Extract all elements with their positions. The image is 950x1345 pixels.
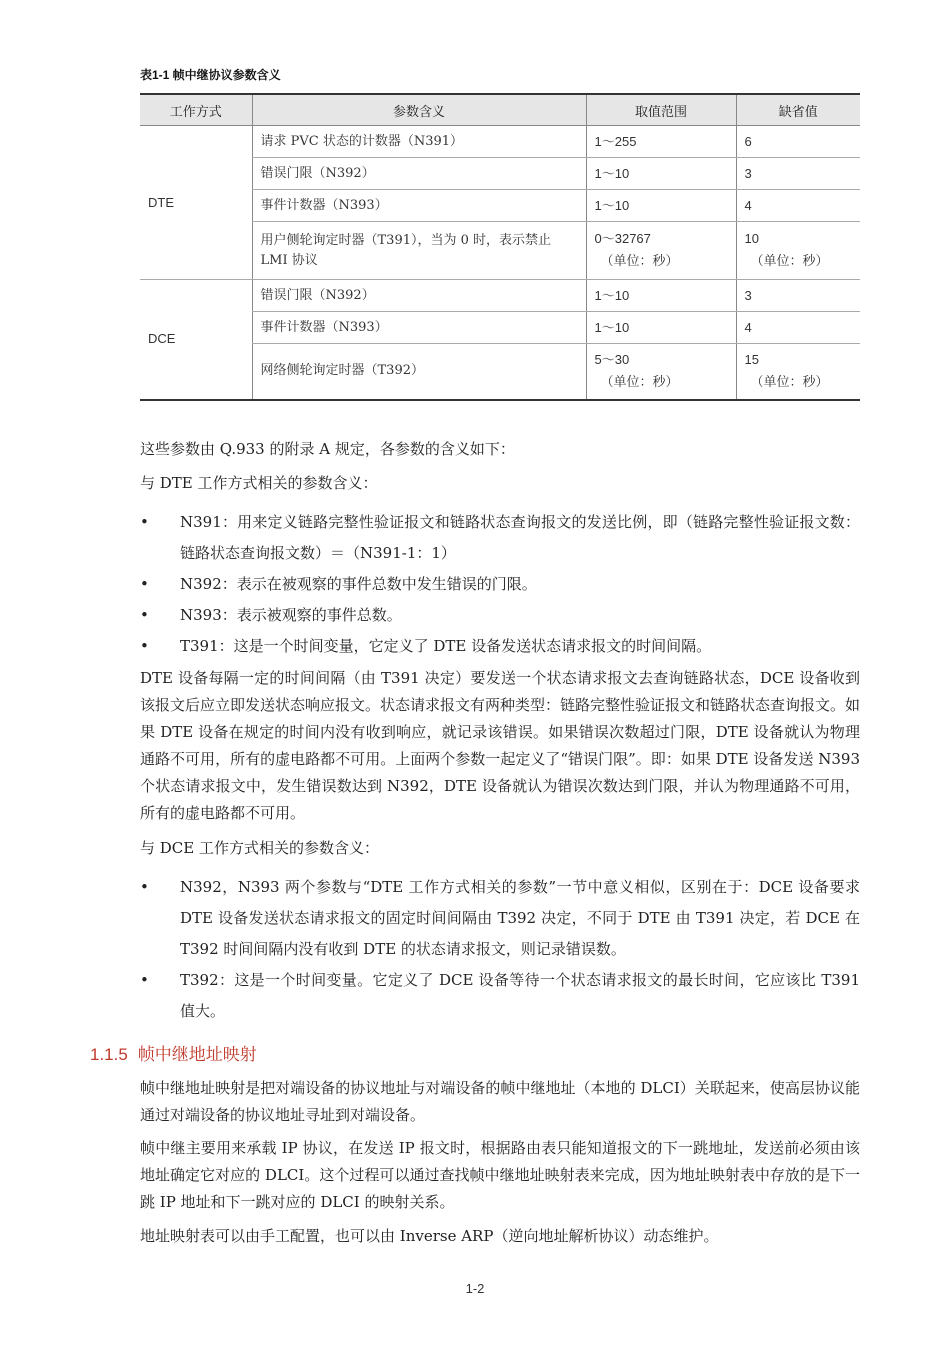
meaning-cell: 事件计数器（N393）	[252, 312, 586, 344]
bullet-icon: •	[140, 606, 149, 624]
meaning-cell: 事件计数器（N393）	[252, 190, 586, 222]
list-item	[140, 600, 860, 631]
table-header-row	[140, 94, 860, 126]
table-row	[140, 126, 860, 158]
default-cell: 4	[736, 312, 860, 344]
bullet-icon: •	[140, 637, 149, 655]
bullet-icon: •	[140, 513, 149, 531]
meaning-cell: 错误门限（N392）	[252, 158, 586, 190]
header-default: 缺省值	[736, 94, 860, 126]
bullet-icon: •	[140, 971, 149, 989]
range-cell: 1～255	[586, 126, 736, 158]
dce-bullet-list	[140, 872, 860, 1027]
page-number: 1-2	[465, 1281, 485, 1296]
bullet-icon: •	[140, 878, 149, 896]
list-item	[140, 507, 860, 569]
section-title: 帧中继地址映射	[137, 1045, 257, 1064]
range-unit: （单位：秒）	[600, 254, 679, 269]
bullet-text: N392：表示在被观察的事件总数中发生错误的门限。	[180, 575, 537, 593]
default-cell: 3	[736, 280, 860, 312]
default-cell: 6	[736, 126, 860, 158]
default-unit: （单位：秒）	[750, 254, 829, 269]
range-cell: 1～10	[586, 190, 736, 222]
range-value: 0～32767	[594, 231, 651, 246]
header-mode: 工作方式	[140, 94, 252, 126]
body-paragraph: 帧中继主要用来承载 IP 协议，在发送 IP 报文时，根据路由表只能知道报文的下一跳地址，发送前必须由该地址确定它对应的 DLCI。这个过程可以通过查找帧中继地址映射表来完成，因为地址映射表中存放的是下一跳 IP 地址和下一跳对应的 DLCI 的映射关系。	[140, 1139, 860, 1211]
default-unit: （单位：秒）	[750, 374, 829, 390]
section-heading	[90, 1040, 257, 1065]
meaning-cell: 请求 PVC 状态的计数器（N391）	[252, 126, 586, 158]
range-cell: 1～10	[586, 280, 736, 312]
default-cell: 4	[736, 190, 860, 222]
bullet-text: N391：用来定义链路完整性验证报文和链路状态查询报文的发送比例，即（链路完整性验证报文数：链路状态查询报文数）＝（N391-1：1）	[180, 513, 860, 562]
default-cell: 3	[736, 158, 860, 190]
bullet-text: T392：这是一个时间变量。它定义了 DCE 设备等待一个状态请求报文的最长时间，它应该比 T391 值大。	[180, 971, 860, 1020]
bullet-text: N392，N393 两个参数与“DTE 工作方式相关的参数”一节中意义相似，区别在于：DCE 设备要求 DTE 设备发送状态请求报文的固定时间间隔由 T392 决定，不同于 DTE 由 T391 决定，若 DCE 在 T392 时间间隔内没有收到 DTE 的状态请求报文，则记录错误数。	[180, 878, 860, 958]
intro-text: 这些参数由 Q.933 的附录 A 规定，各参数的含义如下：	[140, 440, 515, 458]
body-paragraph: 帧中继地址映射是把对端设备的协议地址与对端设备的帧中继地址（本地的 DLCI）关联起来，使高层协议能通过对端设备的协议地址寻址到对端设备。	[140, 1079, 860, 1124]
dte-bullet-list	[140, 507, 860, 662]
default-cell	[736, 222, 860, 280]
default-value: 15	[744, 351, 759, 367]
range-cell	[586, 344, 736, 400]
table-row	[140, 280, 860, 312]
header-range: 取值范围	[586, 94, 736, 126]
list-item	[140, 631, 860, 662]
list-item	[140, 872, 860, 965]
dte-paragraph: DTE 设备每隔一定的时间间隔（由 T391 决定）要发送一个状态请求报文去查询链路状态，DCE 设备收到该报文后应立即发送状态响应报文。状态请求报文有两种类型：链路完整性验证报文和链路状态查询报文。如果 DTE 设备在规定的时间内没有收到响应，就记录该错误。如果错误次数超过门限，DTE 设备就认为物理通路不可用，所有的虚电路都不可用。上面两个参数一起定义了“错误门限”。即：如果 DTE 设备发送 N393 个状态请求报文中，发生错误数达到 N392，DTE 设备就认为错误次数达到门限，并认为物理通路不可用，所有的虚电路都不可用。	[140, 669, 861, 822]
meaning-cell: 用户侧轮询定时器（T391），当为 0 时，表示禁止 LMI 协议	[252, 222, 586, 280]
dce-heading: 与 DCE 工作方式相关的参数含义：	[140, 839, 379, 857]
header-meaning: 参数含义	[252, 94, 586, 126]
section-number: 1.1.5	[90, 1045, 128, 1064]
range-value: 5～30	[594, 351, 630, 367]
default-value: 10	[744, 231, 759, 246]
meaning-cell: 网络侧轮询定时器（T392）	[252, 344, 586, 400]
table-caption: 表1-1 帧中继协议参数含义	[140, 68, 281, 82]
body-paragraph: 地址映射表可以由手工配置，也可以由 Inverse ARP（逆向地址解析协议）动态维护。	[140, 1227, 719, 1245]
range-unit: （单位：秒）	[600, 374, 679, 390]
parameter-table	[140, 93, 860, 401]
bullet-icon: •	[140, 575, 149, 593]
list-item	[140, 569, 860, 600]
dte-heading: 与 DTE 工作方式相关的参数含义：	[140, 474, 378, 492]
meaning-cell: 错误门限（N392）	[252, 280, 586, 312]
range-cell: 1～10	[586, 158, 736, 190]
mode-cell-dte: DTE	[140, 126, 252, 280]
range-cell: 1～10	[586, 312, 736, 344]
range-cell	[586, 222, 736, 280]
mode-cell-dce: DCE	[140, 280, 252, 400]
list-item	[140, 965, 860, 1027]
default-cell	[736, 344, 860, 400]
bullet-text: T391：这是一个时间变量，它定义了 DTE 设备发送状态请求报文的时间间隔。	[180, 637, 712, 655]
bullet-text: N393：表示被观察的事件总数。	[180, 606, 402, 624]
